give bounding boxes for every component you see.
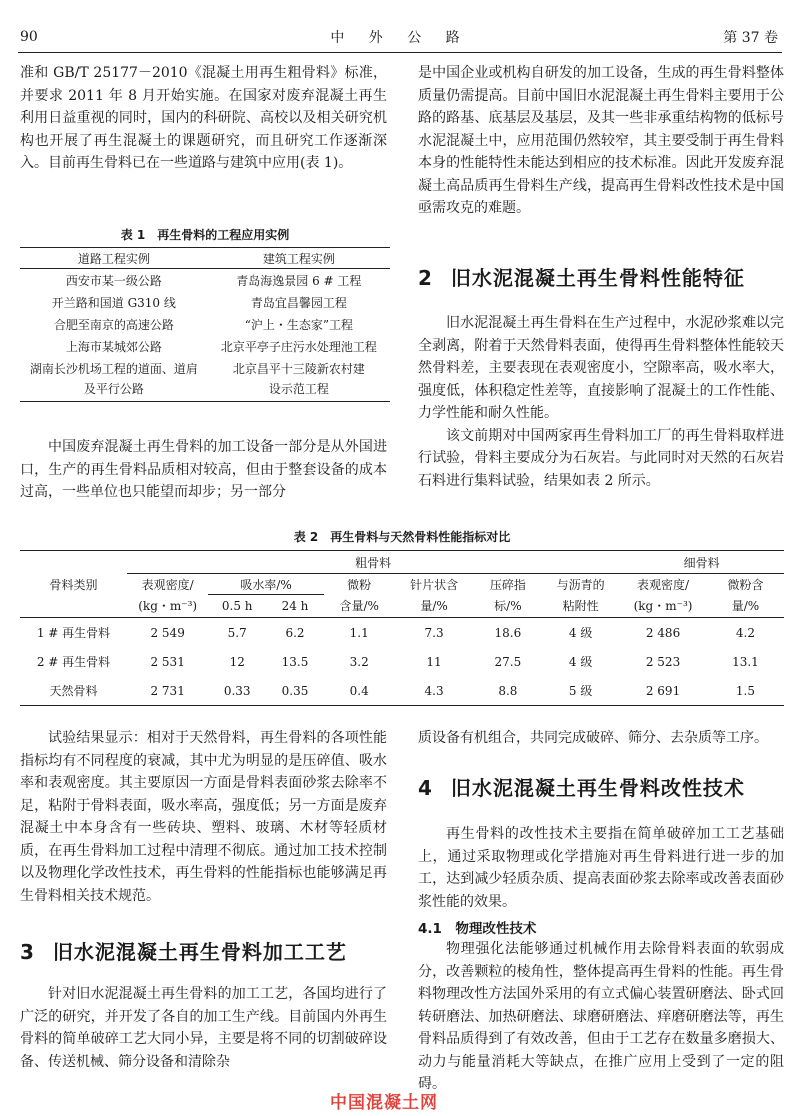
table-cell: 北京昌平十三陵新农村建设示范工程 bbox=[232, 362, 365, 396]
paragraph: 质设备有机组合，共同完成破碎、筛分、去杂质等工序。 bbox=[418, 730, 768, 746]
section-number: 3 bbox=[20, 940, 35, 964]
table-header-row bbox=[20, 574, 784, 595]
paragraph: 旧水泥混凝土再生骨料在生产过程中，水泥砂浆难以完全剥离，附着于天然骨料表面，使得再生骨料整体性能较天然骨料差，主要表现在表观密度小，空隙率高，吸水率大，强度低，体积稳定性差等，直接影响了混凝土的工作性能、力学性能和耐久性能。 bbox=[418, 315, 784, 421]
table-header-cell: 微粉含 bbox=[727, 577, 764, 592]
table-header-row bbox=[20, 551, 784, 574]
table-header-cell: 表观密度/ bbox=[141, 577, 194, 592]
table-cell: 2 523 bbox=[645, 654, 681, 669]
table-cell: 2 691 bbox=[645, 683, 681, 698]
table-header-cell: 含量/% bbox=[324, 595, 395, 618]
right-column-top bbox=[418, 62, 784, 220]
journal-title: 中 外 公 路 bbox=[330, 30, 470, 46]
table-header-cell: (kg・m⁻³) bbox=[619, 595, 707, 618]
paragraph: 试验结果显示：相对于天然骨料，再生骨料的各项性能指标均有不同程度的衰减，其中尤为明显的是压碎值、吸水率和表观密度。其主要原因一方面是骨料表面砂浆去除率不足，粘附于骨料表面，吸水率高，强度低；另一方面是废弃混凝土中本身含有一些砖块、塑料、玻璃、木材等轻质材质，在再生骨料加工过程中清理不彻底。通过加工技术控制以及物理化学改性技术，再生骨料的性能指标也能够满足再生骨料相关技术规范。 bbox=[20, 730, 387, 904]
table-header-cell: 与沥青的 bbox=[556, 577, 605, 592]
table-cell: 4.3 bbox=[424, 683, 444, 698]
section-title: 旧水泥混凝土再生骨料加工工艺 bbox=[52, 940, 347, 964]
table-cell: 27.5 bbox=[494, 654, 522, 669]
header-rule bbox=[18, 52, 782, 53]
table-cell: 2 486 bbox=[645, 625, 681, 640]
table-header-row bbox=[20, 595, 784, 618]
table-header-cell: 标/% bbox=[474, 595, 542, 618]
table-row bbox=[20, 647, 784, 676]
table-cell: 13.1 bbox=[732, 654, 759, 669]
paragraph: 是中国企业或机构自研发的加工设备，生成的再生骨料整体质量仍需提高。目前中国旧水泥混凝土再生骨料主要用于公路的路基、底基层及基层，及其一些非承重结构物的低标号水泥混凝土中，应用范围仍然较窄，其主要受制于再生骨料本身的性能特性未能达到相应的技术标准。因此开发废弃混凝土高品质再生骨料生产线，提高再生骨料改性技术是中国亟需攻克的难题。 bbox=[418, 65, 784, 216]
table-cell: 开兰路和国道 G310 线 bbox=[51, 295, 176, 310]
left-column-mid bbox=[20, 436, 387, 504]
table-row bbox=[20, 618, 784, 648]
table-cell: 5.7 bbox=[227, 625, 247, 640]
running-header bbox=[0, 27, 800, 47]
table-header-row bbox=[20, 248, 390, 269]
table-row bbox=[20, 335, 390, 357]
table-cell: 2 # 再生骨料 bbox=[36, 655, 111, 669]
table-cell: 合肥至南京的高速公路 bbox=[53, 317, 174, 332]
table-row bbox=[20, 313, 390, 335]
table-header-cell: 建筑工程实例 bbox=[208, 248, 390, 269]
table-header-cell: 量/% bbox=[707, 595, 784, 618]
table-row bbox=[20, 269, 390, 292]
table-header-cell: (kg・m⁻³) bbox=[127, 595, 208, 618]
table-header-cell: 0.5 h bbox=[208, 595, 266, 618]
table-cell: 3.2 bbox=[349, 654, 369, 669]
paragraph: 准和 GB/T 25177－2010《混凝土用再生粗骨料》标准，并要求 2011 年 8 月开始实施。在国家对废弃混凝土再生利用日益重视的同时，国内的科研院、高校以及相关研究机构也开展了再生混凝土的课题研究，而且研究工作逐渐深入。目前再生骨料已在一些道路与建筑中应用(表 1)。 bbox=[20, 65, 387, 171]
table-cell: 天然骨料 bbox=[49, 684, 98, 698]
table-cell: 1 # 再生骨料 bbox=[36, 626, 111, 640]
table2 bbox=[20, 550, 784, 706]
table2-caption: 表 2 再生骨料与天然骨料性能指标对比 bbox=[293, 530, 511, 544]
section-number: 2 bbox=[418, 266, 433, 290]
table-cell: 0.35 bbox=[281, 683, 309, 698]
table-cell: 0.33 bbox=[223, 683, 251, 698]
table-cell: 西安市某一级公路 bbox=[65, 273, 162, 288]
table-cell: 5 级 bbox=[568, 684, 593, 698]
table-header-cell: 表观密度/ bbox=[637, 577, 690, 592]
table-cell: 0.4 bbox=[349, 683, 369, 698]
right-column-mid bbox=[418, 312, 784, 492]
paragraph: 中国废弃混凝土再生骨料的加工设备一部分是从外国进口，生产的再生骨料品质相对较高，但由于整套设备的成本过高，一些单位也只能望而却步；另一部分 bbox=[20, 439, 387, 500]
table-cell: 11 bbox=[426, 654, 442, 669]
table-header-cell: 道路工程实例 bbox=[20, 248, 208, 269]
table-header-cell: 粗骨料 bbox=[127, 551, 619, 574]
volume-label: 第 37 卷 bbox=[723, 30, 778, 46]
table-cell: 7.3 bbox=[424, 625, 444, 640]
table-header-cell: 针片状含 bbox=[410, 577, 459, 592]
page-number: 90 bbox=[20, 29, 38, 45]
right-column-lower bbox=[418, 727, 784, 750]
table-header-cell: 吸水率/% bbox=[208, 574, 324, 595]
table-cell: 18.6 bbox=[494, 625, 522, 640]
table-cell: 4.2 bbox=[735, 625, 755, 640]
table-cell: “沪上・生态家”工程 bbox=[244, 317, 353, 332]
section-title: 旧水泥混凝土再生骨料改性技术 bbox=[450, 776, 745, 800]
table-header-cell: 细骨料 bbox=[619, 551, 784, 574]
watermark-text: 中国混凝土网 bbox=[330, 1093, 438, 1113]
table-cell: 12 bbox=[229, 654, 245, 669]
table-cell: 2 531 bbox=[150, 654, 185, 669]
table-row bbox=[20, 676, 784, 706]
table-cell: 青岛宜昌馨园工程 bbox=[250, 295, 347, 310]
table-cell: 青岛海逸景园 6 # 工程 bbox=[236, 273, 362, 288]
table-header-cell: 24 h bbox=[266, 595, 324, 618]
section-heading-4 bbox=[418, 772, 745, 801]
table-cell: 4 级 bbox=[568, 626, 593, 640]
right-column-end bbox=[418, 938, 784, 1096]
table-cell: 6.2 bbox=[285, 625, 305, 640]
table-header-cell: 粘附性 bbox=[542, 595, 619, 618]
table-cell: 北京平亭子庄污水处理池工程 bbox=[220, 339, 377, 354]
paragraph: 针对旧水泥混凝土再生骨料的加工工艺，各国均进行了广泛的研究，并开发了各自的加工生产线。目前国内外再生骨料的简单破碎工艺大同小异，主要是将不同的切割破碎设备、传送机械、筛分设备和清除杂 bbox=[20, 986, 387, 1070]
table-cell: 4 级 bbox=[568, 655, 593, 669]
table-row bbox=[20, 291, 390, 313]
table-cell: 1.5 bbox=[735, 683, 755, 698]
table1 bbox=[20, 247, 390, 402]
table-cell: 1.1 bbox=[349, 625, 369, 640]
table-cell: 13.5 bbox=[281, 654, 309, 669]
table1-caption: 表 1 再生骨料的工程应用实例 bbox=[120, 228, 290, 242]
left-column-top bbox=[20, 62, 387, 175]
table-row bbox=[20, 357, 390, 402]
table-cell: 2 549 bbox=[150, 625, 185, 640]
table-header-cell: 骨料类别 bbox=[20, 551, 127, 618]
table-header-cell: 微粉 bbox=[347, 577, 372, 592]
section-heading-2 bbox=[418, 262, 745, 291]
left-column-lower bbox=[20, 727, 387, 907]
paragraph: 该文前期对中国两家再生骨料加工厂的再生骨料取样进行试验，骨料主要成分为石灰岩。与此同时对天然的石灰岩石料进行集料试验，结果如表 2 所示。 bbox=[418, 427, 784, 489]
table-cell: 2 731 bbox=[150, 683, 185, 698]
table-header-cell: 压碎指 bbox=[489, 577, 526, 592]
paragraph: 物理强化法能够通过机械作用去除骨料表面的软弱成分，改善颗粒的棱角性，整体提高再生骨料的性能。再生骨料物理改性方法国外采用的有立式偏心装置研磨法、卧式回转研磨法、加热研磨法、球磨研磨法、痒磨研磨法等，再生骨料品质得到了有效改善，但由于工艺存在数量多磨损大、动力与能量消耗大等缺点，在推广应用上受到了一定的阻碍。 bbox=[418, 941, 784, 1092]
section-heading-3 bbox=[20, 936, 347, 965]
section-number: 4 bbox=[418, 776, 433, 800]
subsection-heading-4-1: 4.1 物理改性技术 bbox=[418, 921, 537, 937]
table-cell: 上海市某城郊公路 bbox=[65, 339, 162, 354]
table-cell: 湖南长沙机场工程的道面、道肩及平行公路 bbox=[29, 362, 198, 396]
paragraph: 再生骨料的改性技术主要指在简单破碎加工工艺基础上，通过采取物理或化学措施对再生骨料进行进一步的加工，达到减少轻质杂质、提高表面砂浆去除率或改善表面砂浆性能的效果。 bbox=[418, 826, 784, 910]
section-title: 旧水泥混凝土再生骨料性能特征 bbox=[450, 266, 745, 290]
table-header-cell: 量/% bbox=[394, 595, 473, 618]
left-column-bottom bbox=[20, 983, 387, 1073]
table-cell: 8.8 bbox=[498, 683, 518, 698]
right-column-bottom bbox=[418, 823, 784, 913]
